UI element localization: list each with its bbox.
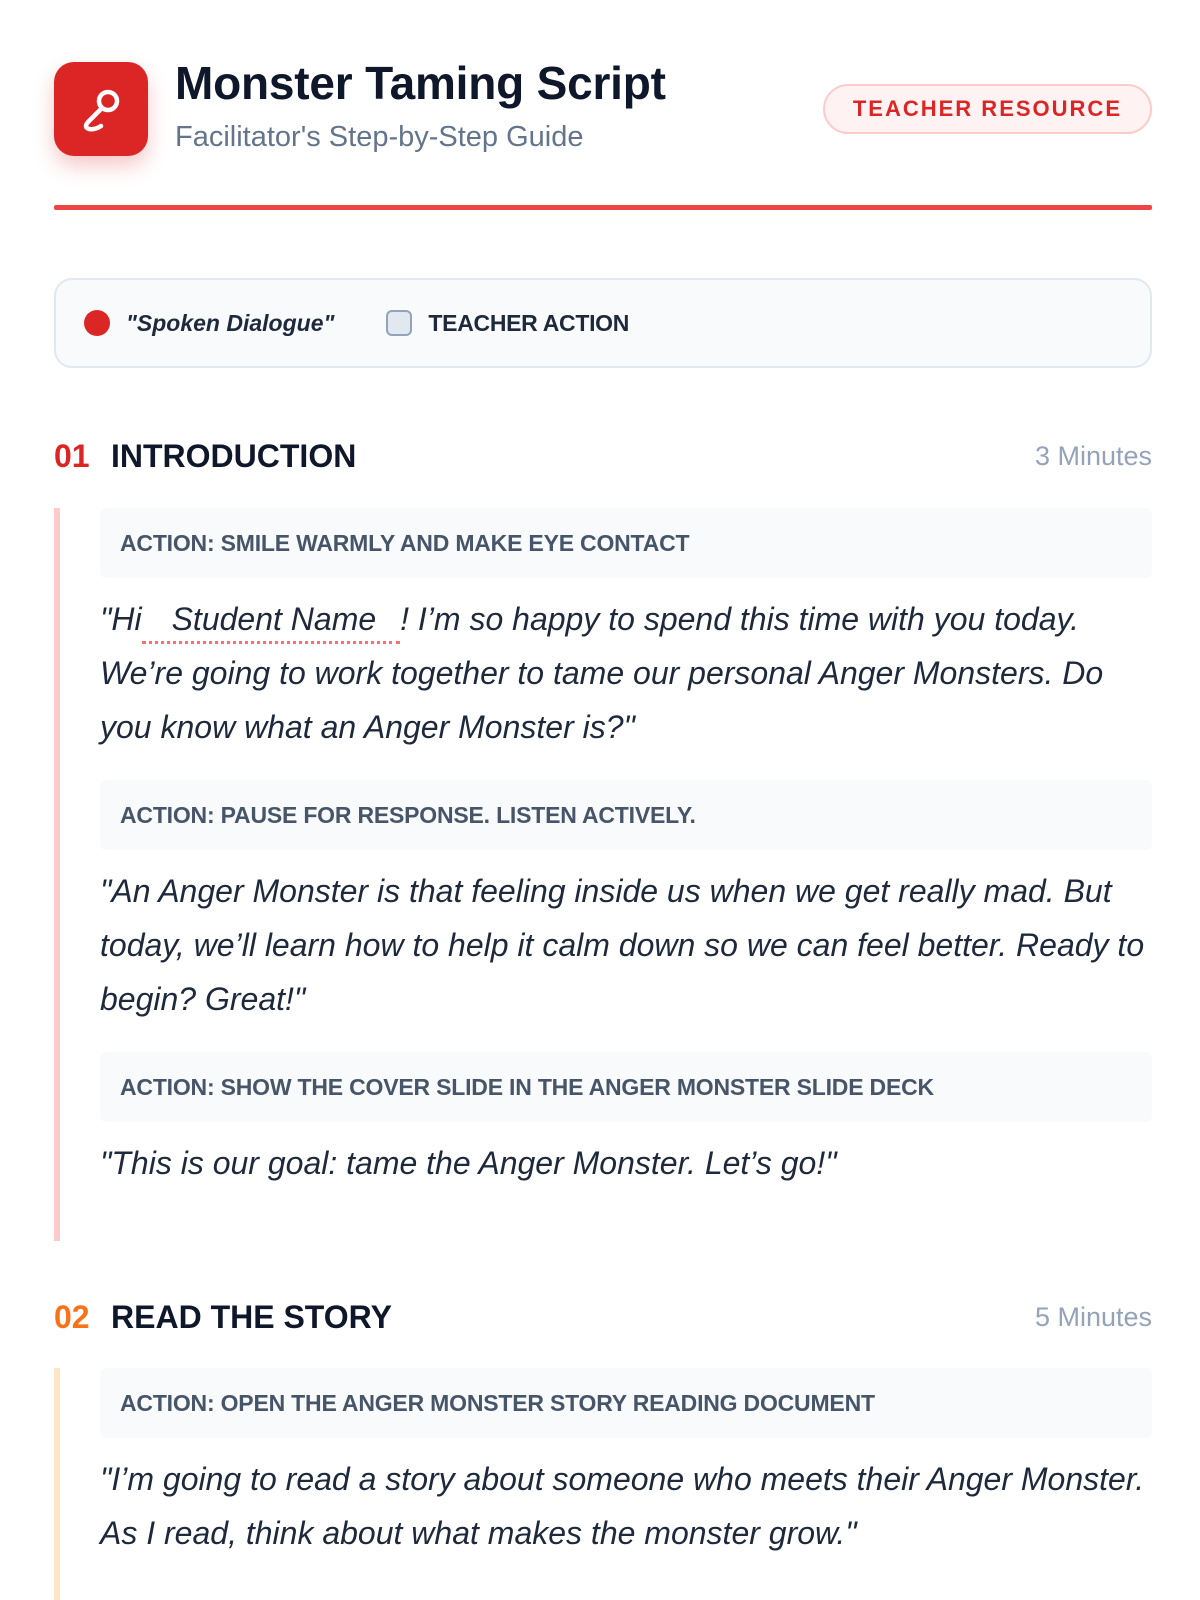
section-header-introduction <box>54 431 1152 481</box>
action-box-icon <box>386 310 412 336</box>
header-divider <box>54 205 1152 210</box>
legend-dialogue-label: "Spoken Dialogue" <box>126 309 335 336</box>
spoken-dialogue: "An Anger Monster is that feeling inside us when we get really mad. But today, we’ll learn how to help it calm down so we can feel better. Ready to begin? Great!" <box>100 873 1145 1017</box>
dialogue-dot-icon <box>84 310 110 336</box>
page-title: Monster Taming Script <box>175 57 666 109</box>
teacher-resource-badge: TEACHER RESOURCE <box>823 84 1152 134</box>
section-title: READ THE STORY <box>111 1298 392 1335</box>
page-subtitle: Facilitator's Step-by-Step Guide <box>175 121 584 153</box>
legend <box>54 278 1152 368</box>
page-header <box>54 0 1152 210</box>
section-body-introduction <box>54 508 1152 1241</box>
dialogue-text: "Hi <box>100 601 142 637</box>
section-body-read-the-story <box>54 1368 1152 1600</box>
student-name-blank[interactable]: Student Name <box>142 597 401 644</box>
spoken-dialogue: "I’m going to read a story about someone who meets their Anger Monster. As I read, think about what makes the monster grow." <box>100 1461 1145 1551</box>
section-title: INTRODUCTION <box>111 437 357 474</box>
legend-action-label: TEACHER ACTION <box>428 309 630 336</box>
section-header-read-the-story <box>54 1292 1152 1342</box>
spoken-dialogue: "This is our goal: tame the Anger Monster. Let’s go!" <box>100 1145 837 1181</box>
spoken-dialogue <box>100 578 1152 780</box>
teacher-action: ACTION: PAUSE FOR RESPONSE. LISTEN ACTIVELY. <box>100 780 1152 850</box>
teacher-action: ACTION: OPEN THE ANGER MONSTER STORY READING DOCUMENT <box>100 1368 1152 1438</box>
dialogue-text: ! I’m so happy to spend this time with you today. We’re going to work together to tame our personal Anger Monsters. Do you know what an Anger Monster is?" <box>100 601 1104 745</box>
teacher-action: ACTION: SHOW THE COVER SLIDE IN THE ANGER MONSTER SLIDE DECK <box>100 1052 1152 1122</box>
section-duration: 3 Minutes <box>1034 440 1152 471</box>
section-number: 02 <box>54 1298 90 1335</box>
teacher-action: ACTION: SMILE WARMLY AND MAKE EYE CONTACT <box>100 508 1152 578</box>
section-duration: 5 Minutes <box>1034 1301 1152 1332</box>
microphone-icon <box>54 62 148 156</box>
section-number: 01 <box>54 437 90 474</box>
